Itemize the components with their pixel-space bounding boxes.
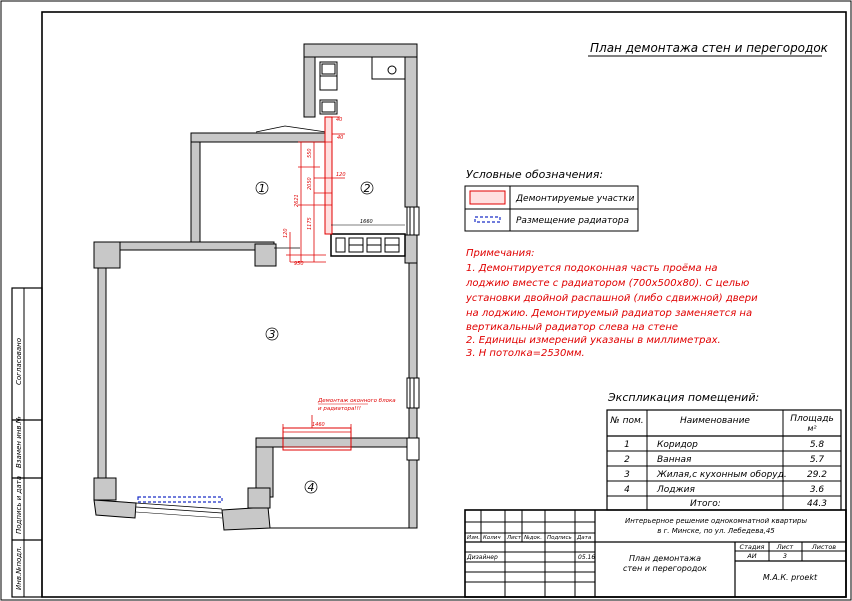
dim-120b: 120	[283, 228, 289, 238]
stamp-replace: Взамен инв.№	[15, 416, 23, 468]
notes-title: Примечания:	[466, 248, 535, 259]
floor-plan	[94, 44, 419, 530]
notes-line-3: установки двойной распашной (либо сдвижной) двери	[466, 293, 758, 304]
window-note-2: и радиатора!!!	[318, 406, 361, 412]
stamp-agreed: Согласовано	[15, 337, 23, 385]
side-stamp	[12, 288, 42, 597]
room-label-4: 4	[307, 481, 315, 494]
dim-40b: 40	[337, 135, 344, 141]
explication-title: Экспликация помещений:	[608, 391, 760, 404]
window-note-1: Демонтаж оконного блока	[318, 398, 396, 404]
legend-radiator-label: Размещение радиатора	[516, 216, 629, 226]
stamp-sign-date: Подпись и дата	[15, 476, 23, 534]
tb-col-izm: Изм.	[467, 535, 480, 541]
tb-col-ndok: №док.	[524, 535, 542, 541]
dim-2621: 2621	[294, 194, 300, 207]
row-2-name: Ванная	[657, 455, 692, 465]
notes-line-1: 1. Демонтируется подоконная часть проёма на	[466, 263, 718, 274]
row-3-num: 3	[624, 470, 630, 480]
explication-header-area: Площадь	[790, 414, 834, 424]
notes-line-7: 3. Н потолка=2530мм.	[466, 348, 585, 359]
tb-role: Дизайнер	[467, 554, 498, 561]
explication-table	[607, 391, 841, 510]
row-2-area: 5.7	[809, 455, 825, 465]
tb-project-1: Интерьерное решение однокомнатной квартиры	[624, 517, 808, 525]
legend-demolition-label: Демонтируемые участки	[516, 194, 635, 204]
tb-col-podpis: Подпись	[547, 535, 572, 541]
dim-1660: 1660	[360, 219, 373, 225]
explication-header-num: № пом.	[610, 416, 644, 426]
door-swing-top	[256, 126, 326, 132]
notes-line-6: 2. Единицы измерений указаны в миллиметрах.	[466, 335, 721, 346]
tb-company: М.А.К. proekt	[762, 573, 818, 582]
tb-project-2: в г. Минске, по ул. Лебедева,45	[657, 527, 775, 535]
dim-1460: 1460	[312, 422, 325, 428]
tb-sheet-label: Лист	[776, 543, 794, 551]
window-right-top	[407, 207, 419, 235]
row-4-num: 4	[624, 485, 630, 495]
explication-header-name: Наименование	[680, 416, 750, 426]
notes-line-4: на лоджию. Демонтируемый радиатор заменяется на	[466, 308, 753, 319]
notes	[465, 248, 758, 359]
row-3-name: Жилая,с кухонным оборуд.	[657, 470, 787, 480]
room-label-1: 1	[258, 182, 266, 195]
radiator-placement	[138, 497, 222, 502]
tb-stage: АИ	[747, 552, 757, 560]
row-2-num: 2	[624, 455, 630, 465]
dim-40a: 40	[336, 117, 343, 123]
dim-2050: 2050	[307, 177, 313, 190]
explication-area-unit: м²	[807, 424, 817, 433]
dim-550: 550	[307, 148, 313, 158]
legend-radiator-swatch	[475, 217, 500, 222]
walls	[94, 44, 417, 530]
title-block	[465, 510, 846, 597]
sheet-title: План демонтажа стен и перегородок	[590, 41, 828, 55]
total-label: Итого:	[690, 499, 721, 509]
notes-line-5: вертикальный радиатор слева на стене	[466, 322, 679, 333]
tb-sheet-name-1: План демонтажа	[628, 554, 702, 563]
row-1-area: 5.8	[809, 440, 825, 450]
room-label-3: 3	[268, 328, 276, 341]
tb-sheet: 3	[782, 552, 788, 560]
window-right-lower	[407, 438, 419, 460]
row-1-num: 1	[624, 440, 630, 450]
room-label-2: 2	[363, 182, 371, 195]
tb-sheets-label: Листов	[811, 543, 837, 551]
tb-date: 05.16	[578, 554, 596, 561]
window-right-middle	[407, 378, 419, 408]
row-4-area: 3.6	[809, 485, 825, 495]
stamp-inv: Инв.№подл.	[15, 546, 23, 590]
tb-sheet-name-2: стен и перегородок	[623, 564, 707, 573]
row-1-name: Коридор	[657, 440, 698, 450]
tb-col-list: Лист	[507, 535, 521, 541]
row-3-area: 29.2	[806, 470, 828, 480]
dim-120: 120	[336, 172, 346, 178]
tb-stage-label: Стадия	[739, 543, 765, 551]
legend	[465, 168, 638, 231]
tb-col-data: Дата	[577, 535, 592, 541]
tb-col-kolich: Колич	[483, 535, 501, 541]
dim-1175: 1175	[307, 217, 313, 230]
dim-950: 950	[294, 261, 304, 267]
row-4-name: Лоджия	[657, 485, 695, 495]
notes-line-2: лоджию вместе с радиатором (700х500х80). С целью	[466, 278, 750, 289]
total-area: 44.3	[806, 499, 828, 509]
legend-demolition-swatch	[470, 191, 505, 204]
legend-title: Условные обозначения:	[466, 168, 604, 181]
